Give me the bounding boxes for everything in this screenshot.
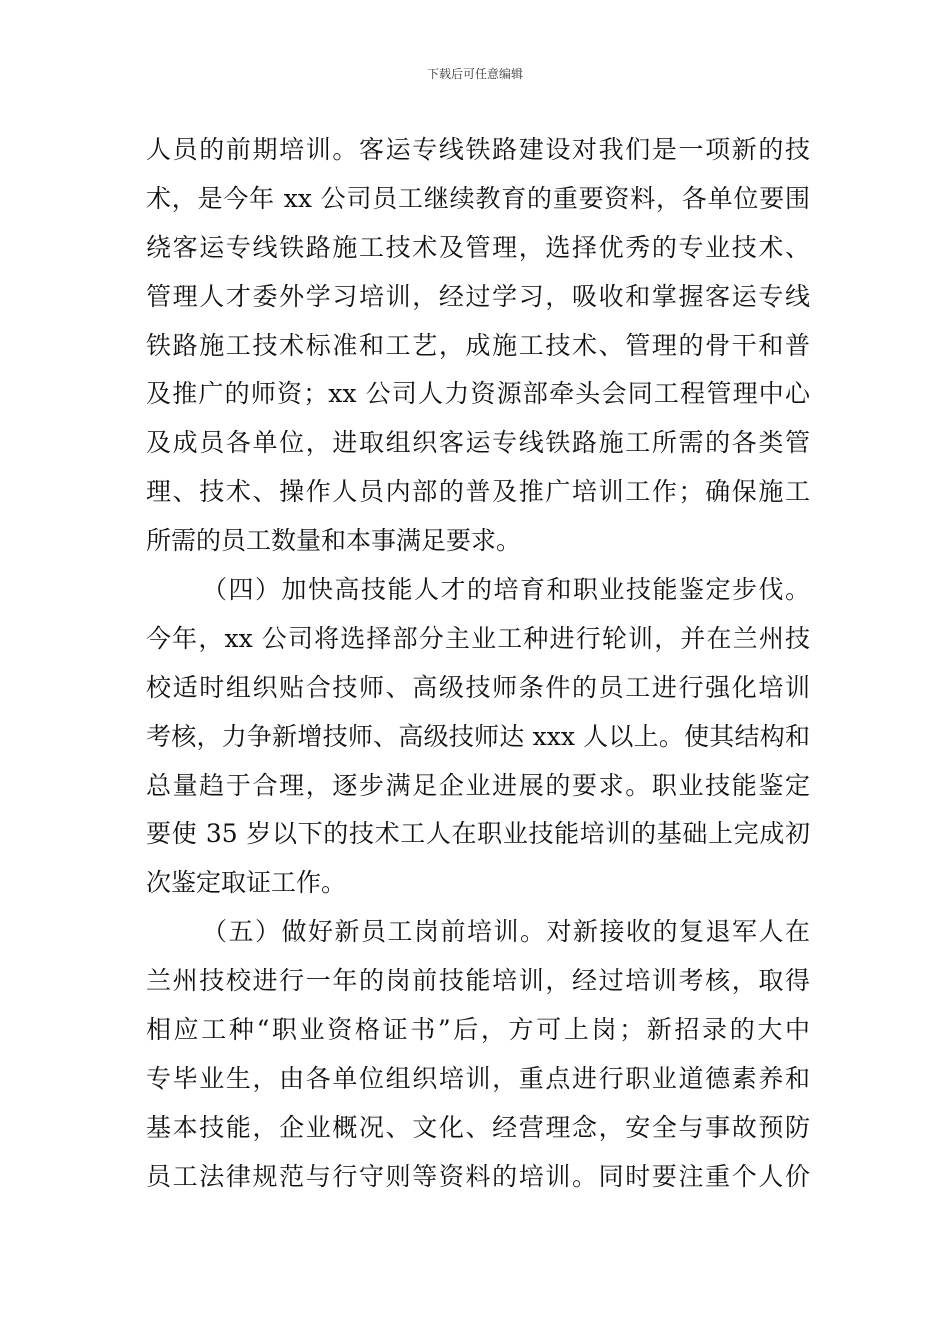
text-line: 专毕业生，由各单位组织培训，重点进行职业道德素养和 (146, 1063, 810, 1093)
text-line: 今年，xx 公司将选择部分主业工种进行轮训，并在兰州技 (146, 623, 810, 653)
text-line: 员工法律规范与行守则等资料的培训。同时要注重个人价 (146, 1161, 810, 1191)
text-line: 及成员各单位，进取组织客运专线铁路施工所需的各类管 (146, 428, 810, 458)
text-line: 考核，力争新增技师、高级技师达 xxx 人以上。使其结构和 (146, 721, 810, 751)
text-line: 管理人才委外学习培训，经过学习，吸收和掌握客运专线 (146, 281, 810, 311)
text-line: 绕客运专线铁路施工技术及管理，选择优秀的专业技术、 (146, 232, 810, 262)
text-line: 相应工种“职业资格证书”后，方可上岗；新招录的大中 (146, 1015, 810, 1045)
text-line: 及推广的师资；xx 公司人力资源部牵头会同工程管理中心 (146, 379, 810, 409)
text-line: 次鉴定取证工作。 (146, 868, 347, 898)
text-line: 兰州技校进行一年的岗前技能培训，经过培训考核，取得 (146, 966, 810, 996)
body-text (146, 126, 810, 1202)
text-line: 基本技能，企业概况、文化、经营理念，安全与事故预防 (146, 1112, 810, 1142)
text-line: 铁路施工技术标准和工艺，成施工技术、管理的骨干和普 (146, 330, 810, 360)
text-line: 理、技术、操作人员内部的普及推广培训工作；确保施工 (146, 477, 810, 507)
text-line: 人员的前期培训。客运专线铁路建设对我们是一项新的技 (146, 135, 810, 164)
text-line: 术，是今年 xx 公司员工继续教育的重要资料，各单位要围 (146, 183, 810, 213)
section-heading-four: （四）加快高技能人才的培育和职业技能鉴定步伐。 (202, 575, 810, 605)
text-line: 所需的员工数量和本事满足要求。 (146, 526, 522, 556)
text-line: 总量趋于合理，逐步满足企业进展的要求。职业技能鉴定 (146, 770, 810, 800)
text-line: 校适时组织贴合技师、高级技师条件的员工进行强化培训 (146, 672, 810, 702)
page-header-note: 下载后可任意编辑 (426, 67, 523, 81)
section-heading-five: （五）做好新员工岗前培训。对新接收的复退军人在 (202, 917, 810, 947)
text-line: 要使 35 岁以下的技术工人在职业技能培训的基础上完成初 (146, 819, 810, 849)
